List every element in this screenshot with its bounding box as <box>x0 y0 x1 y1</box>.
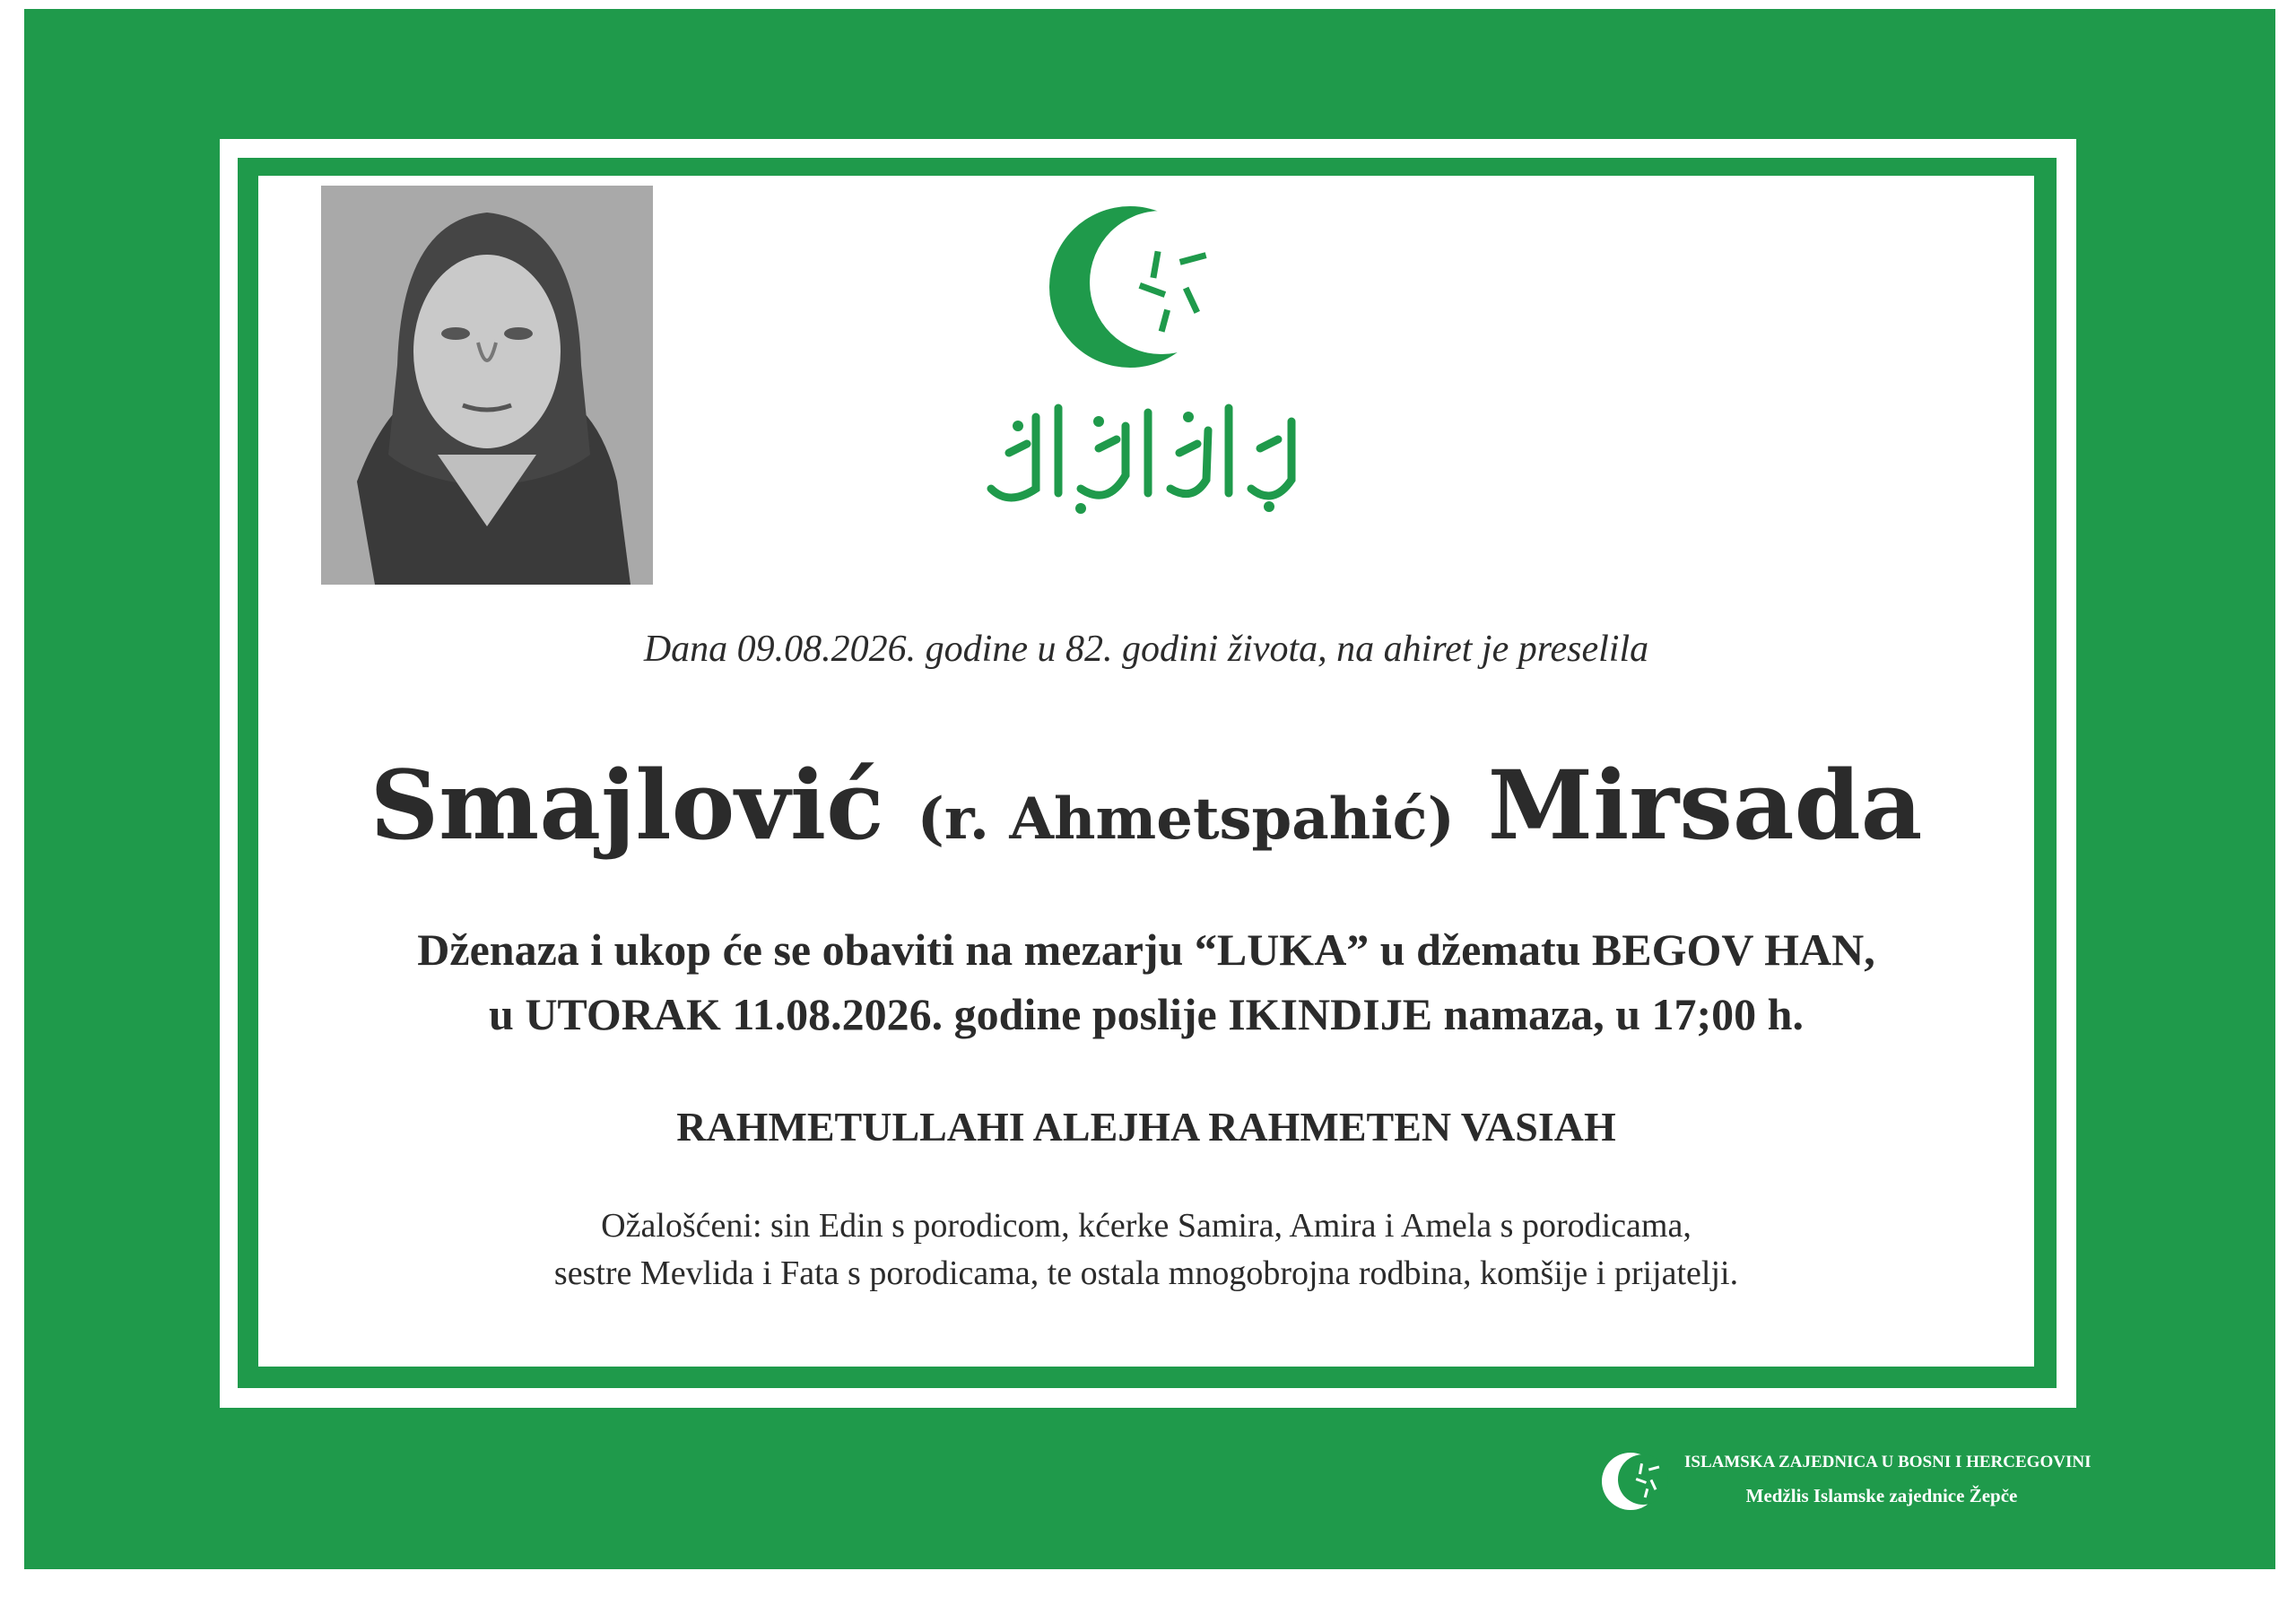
footer-crescent-star-icon <box>1598 1445 1670 1517</box>
portrait-photo <box>321 186 653 585</box>
first-name: Mirsada <box>1487 749 1923 861</box>
prayer-text: RAHMETULLAHI ALEJHA RAHMETEN VASIAH <box>676 1104 1616 1150</box>
footer-medzlis: Medžlis Islamske zajednice Žepče <box>1745 1485 2018 1506</box>
crescent-star-icon <box>1045 202 1251 372</box>
intro-text: Dana 09.08.2026. godine u 82. godini života, na ahiret je preselila <box>643 629 1649 670</box>
deceased-name <box>258 749 2034 861</box>
funeral-details-line-1: Dženaza i ukop će se obaviti na mezarju “LUKA” u džematu BEGOV HAN, <box>417 924 1875 975</box>
surname: Smajlović <box>370 749 884 861</box>
arabic-calligraphy-icon <box>973 390 1314 516</box>
maiden-name: (r. Ahmetspahić) <box>917 785 1455 853</box>
footer-organization: ISLAMSKA ZAJEDNICA U BOSNI I HERCEGOVINI <box>1684 1453 2092 1471</box>
mourners-line-2: sestre Mevlida i Fata s porodicama, te ostala mnogobrojna rodbina, komšije i prijatelji. <box>553 1254 1739 1292</box>
funeral-details-line-2: u UTORAK 11.08.2026. godine poslije IKINDIJE namaza, u 17;00 h. <box>489 989 1804 1039</box>
mourners-line-1: Ožalošćeni: sin Edin s porodicom, kćerke Samira, Amira i Amela s porodicama, <box>601 1207 1692 1245</box>
